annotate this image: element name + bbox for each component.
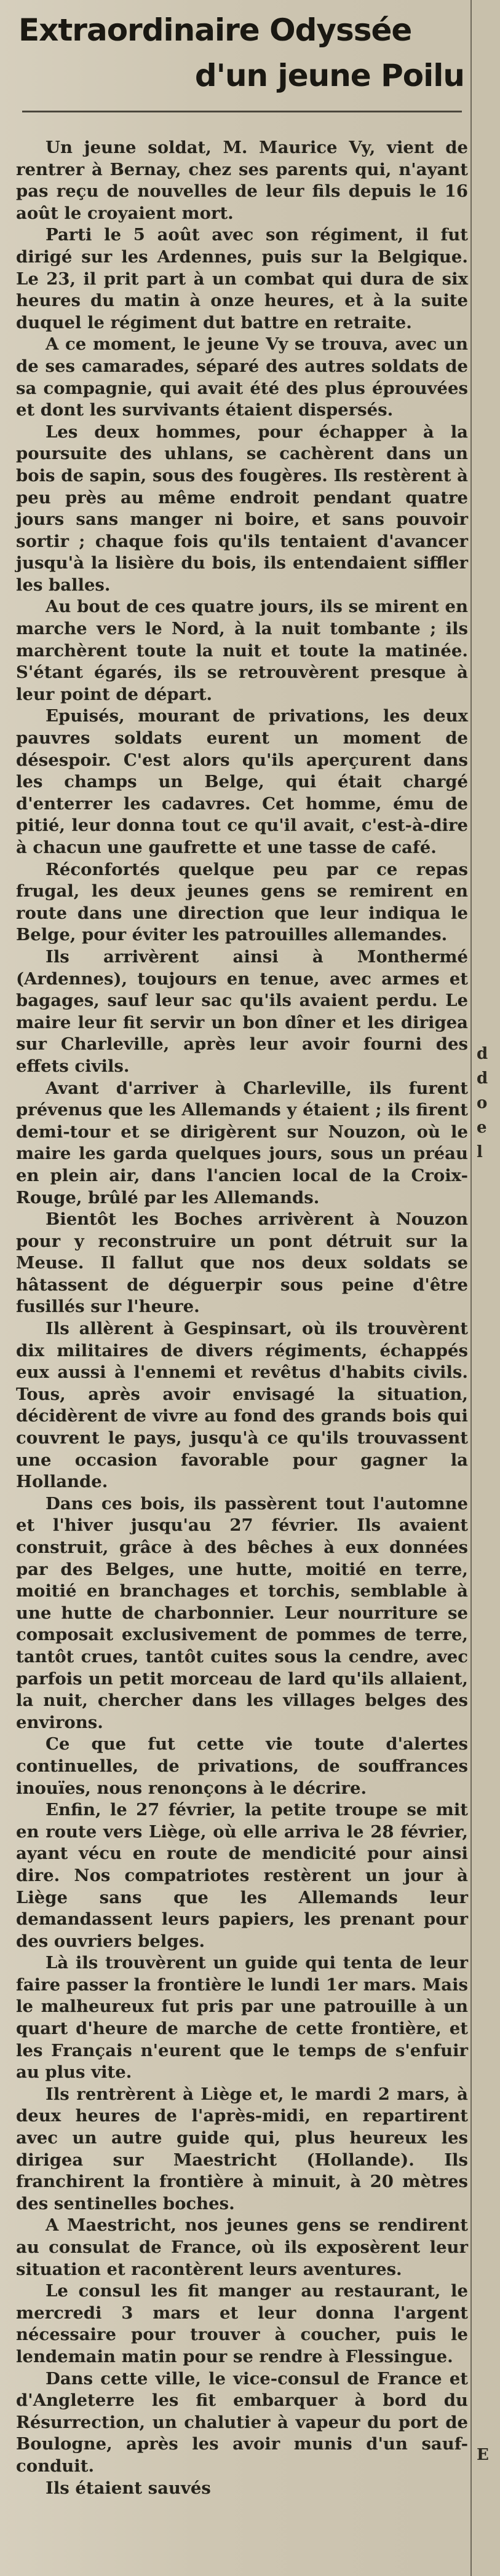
title-divider bbox=[22, 111, 462, 112]
paragraph-13: Ce que fut cette vie toute d'alertes continuelles, de privations, de souffrances inouïes, nous renonçons à le décrire. bbox=[16, 1734, 468, 1798]
paragraph-5: Au bout de ces quatre jours, ils se mirent en marche vers le Nord, à la nuit tombante ; ils marchèrent toute la nuit et toute la matinée. S'étant égarés, ils se retrouvèrent presque à leur point de départ. bbox=[16, 597, 468, 704]
paragraph-20: Ils étaient sauvés bbox=[46, 2478, 211, 2498]
neighbor-fragment: E bbox=[477, 2446, 489, 2464]
paragraph-9: Avant d'arriver à Charleville, ils furent prévenus que les Allemands y étaient ; ils firent demi-tour et se dirigèrent sur Nouzon, où le maire les garda quelques jours, sous un préau en plein air, dans l'ancien local de la Croix-Rouge, brûlé par les Allemands. bbox=[16, 1078, 468, 1208]
paragraph-2: Parti le 5 août avec son régiment, il fut dirigé sur les Ardennes, puis sur la Belgique. Le 23, il prit part à un combat qui dura de six heures du matin à onze heures, et à la suite duquel le régiment dut battre en retraite. bbox=[16, 225, 468, 332]
article-column bbox=[16, 7, 468, 2570]
neighbor-fragment: d bbox=[477, 1069, 488, 1088]
paragraph-6: Epuisés, mourant de privations, les deux pauvres soldats eurent un moment de désespoir. C'est alors qu'ils aperçurent dans les champs un Belge, qui était chargé d'enterrer les cadavres. Cet homme, ému de pitié, leur donna tout ce qu'il avait, c'est-à-dire à chacun une gaufrette et une tasse de café. bbox=[16, 706, 468, 857]
neighbor-column-edge bbox=[470, 0, 500, 2576]
paragraph-3: A ce moment, le jeune Vy se trouva, avec un de ses camarades, séparé des autres soldats de sa compagnie, qui avait été des plus éprouvées et dont les survivants étaient dispersés. bbox=[16, 334, 468, 420]
neighbor-fragment: e bbox=[477, 1118, 487, 1137]
article-body bbox=[16, 137, 468, 2499]
neighbor-fragment: o bbox=[477, 1094, 488, 1112]
paragraph-19: Dans cette ville, le vice-consul de France et d'Angleterre les fit embarquer à bord du Résurrection, un chalutier à vapeur du port de Boulogne, après les avoir munis d'un sauf-conduit. bbox=[16, 2368, 468, 2476]
article-title-line-1: Extraordinaire Odyssée bbox=[18, 12, 412, 48]
paragraph-12: Dans ces bois, ils passèrent tout l'automne et l'hiver jusqu'au 27 février. Ils avaient construit, grâce à des bêches à eux données par des Belges, une hutte, moitié en terre, moitié en branchages et torchis, semblable à une hutte de charbonnier. Leur nourriture se composait exclusivement de pommes de terre, tantôt crues, tantôt cuites sous la cendre, avec parfois un petit morceau de lard qu'ils allaient, la nuit, chercher dans les villages belges des environs. bbox=[16, 1493, 468, 1732]
article-title-line-2: d'un jeune Poilu bbox=[194, 58, 464, 93]
paragraph-8: Ils arrivèrent ainsi à Monthermé (Ardennes), toujours en tenue, avec armes et bagages, sauf leur sac qu'ils avaient perdu. Le maire leur fit servir un bon dîner et les dirigea sur Charleville, après leur avoir fourni des effets civils. bbox=[16, 946, 468, 1076]
paragraph-14: Enfin, le 27 février, la petite troupe se mit en route vers Liège, où elle arriva le 28 février, ayant vécu en route de mendicité pour ainsi dire. Nos compatriotes restèrent un jour à Liège sans que les Allemands leur demandassent leurs papiers, les prenant pour des ouvriers belges. bbox=[16, 1800, 468, 1951]
paragraph-10: Bientôt les Boches arrivèrent à Nouzon pour y reconstruire un pont détruit sur la Meuse. Il fallut que nos deux soldats se hâtassent de déguerpir sous peine d'être fusillés sur l'heure. bbox=[16, 1209, 468, 1317]
neighbor-fragment: l bbox=[477, 1143, 483, 1161]
paragraph-15: Là ils trouvèrent un guide qui tenta de leur faire passer la frontière le lundi 1er mars. Mais le malheureux fut pris par une patrouille à un quart d'heure de marche de cette frontière, et les Français n'eurent que le temps de s'enfuir au plus vite. bbox=[16, 1953, 468, 2083]
neighbor-fragment: d bbox=[477, 1045, 488, 1063]
paragraph-16: Ils rentrèrent à Liège et, le mardi 2 mars, à deux heures de l'après-midi, en repartirent avec un autre guide qui, plus heureux les dirigea sur Maestricht (Hollande). Ils franchirent la frontière à minuit, à 20 mètres des sentinelles boches. bbox=[16, 2084, 468, 2213]
paragraph-11: Ils allèrent à Gespinsart, où ils trouvèrent dix militaires de divers régiments, échappés eux aussi à l'ennemi et revêtus d'habits civils. Tous, après avoir envisagé la situation, décidèrent de vivre au fond des grands bois qui couvrent le pays, jusqu'à ce qu'ils trouvassent une occasion favorable pour gagner la Hollande. bbox=[16, 1319, 468, 1492]
paragraph-7: Réconfortés quelque peu par ce repas frugal, les deux jeunes gens se remirent en route dans une direction que leur indiqua le Belge, pour éviter les patrouilles allemandes. bbox=[16, 859, 468, 945]
paragraph-4: Les deux hommes, pour échapper à la poursuite des uhlans, se cachèrent dans un bois de sapin, sous des fougères. Ils restèrent à peu près au même endroit pendant quatre jours sans manger ni boire, et sans pouvoir sortir ; chaque fois qu'ils tentaient d'avancer jusqu'à la lisière du bois, ils entendaient siffler les balles. bbox=[16, 422, 468, 595]
paragraph-1: Un jeune soldat, M. Maurice Vy, vient de rentrer à Bernay, chez ses parents qui, n'ayant pas reçu de nouvelles de leur fils depuis le 16 août le croyaient mort. bbox=[16, 138, 468, 223]
paragraph-17: A Maestricht, nos jeunes gens se rendirent au consulat de France, où ils exposèrent leur situation et racontèrent leurs aventures. bbox=[16, 2215, 468, 2279]
paragraph-18: Le consul les fit manger au restaurant, le mercredi 3 mars et leur donna l'argent nécessaire pour trouver à coucher, puis le lendemain matin pour se rendre à Flessingue. bbox=[16, 2281, 468, 2366]
